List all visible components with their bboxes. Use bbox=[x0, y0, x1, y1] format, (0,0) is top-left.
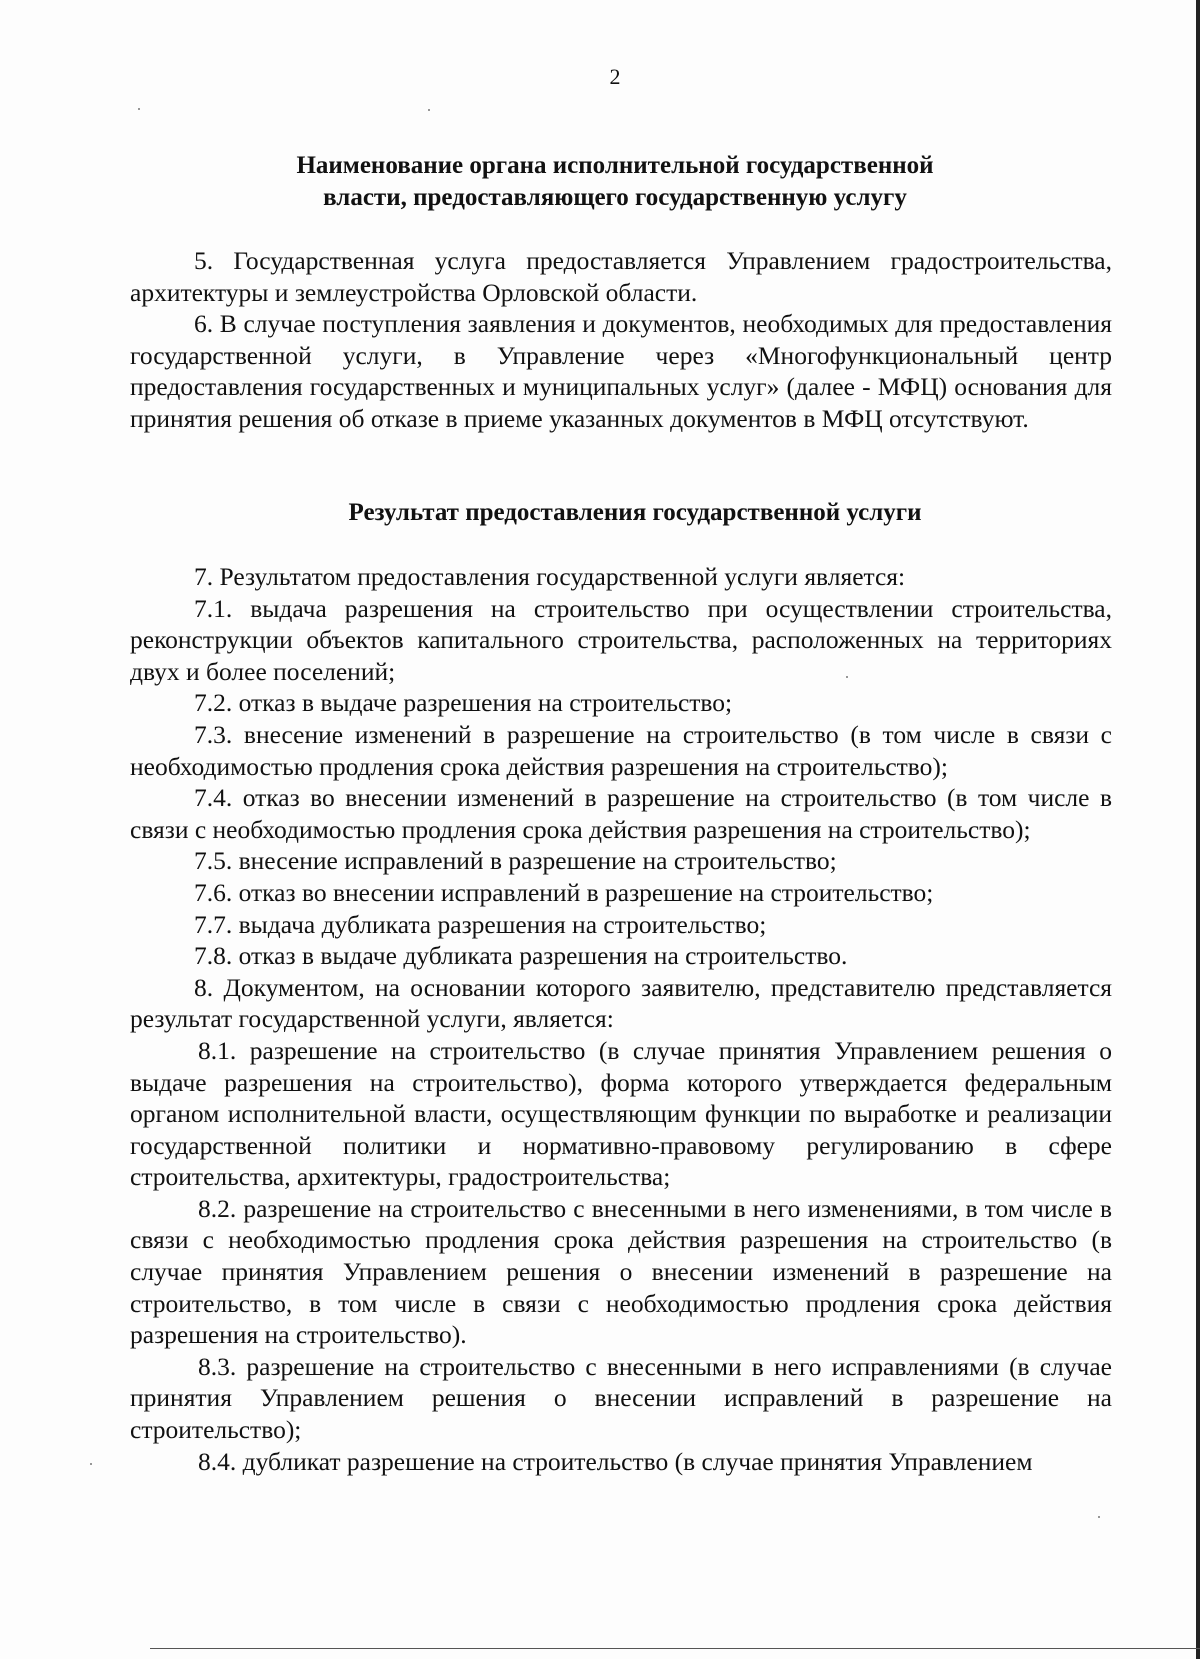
scan-speck bbox=[846, 676, 848, 678]
scan-speck bbox=[1098, 1516, 1100, 1518]
paragraph-7-3: 7.3. внесение изменений в разрешение на строительство (в том числе в связи с необходимостью продления срока действия разрешения на строительство); bbox=[130, 719, 1112, 781]
scan-edge bbox=[1196, 0, 1200, 1659]
scan-speck bbox=[428, 109, 430, 111]
paragraph-7-2: 7.2. отказ в выдаче разрешения на строительство; bbox=[194, 688, 733, 718]
paragraph-8-3: 8.3. разрешение на строительство с внесенными в него исправлениями (в случае принятия Управлением решения о внесении исправлений в разрешение на строительство); bbox=[130, 1351, 1112, 1445]
paragraph-8-2: 8.2. разрешение на строительство с внесенными в него изменениями, в том числе в связи с необходимостью продления срока действия разрешения на строительство (в случае принятия Управлением решения о внесении изменений в разрешение на строительство, в том числе в связи с необходимостью продления срока действия разрешения на строительство). bbox=[130, 1193, 1112, 1350]
heading-line: Результат предоставления государственной услуги bbox=[348, 499, 922, 526]
scan-speck bbox=[138, 108, 140, 110]
heading-line: власти, предоставляющего государственную услугу bbox=[323, 184, 907, 211]
paragraph-7: 7. Результатом предоставления государственной услуги является: bbox=[194, 562, 906, 591]
paragraph-7-4: 7.4. отказ во внесении изменений в разрешение на строительство (в том числе в связи с необходимостью продления срока действия разрешения на строительство); bbox=[130, 783, 1112, 844]
section-body-result bbox=[130, 561, 1112, 1477]
paragraph-5: 5. Государственная услуга предоставляется Управлением градостроительства, архитектуры и землеустройства Орловской области. bbox=[130, 246, 1112, 307]
heading-line: Наименование органа исполнительной государственной bbox=[296, 152, 934, 179]
section-heading-authority bbox=[130, 150, 1100, 214]
scan-bottom-line bbox=[150, 1648, 1200, 1649]
paragraph-7-1: 7.1. выдача разрешения на строительство при осуществлении строительства, реконструкции объектов капитального строительства, расположенных на территориях двух и более поселений; bbox=[130, 593, 1112, 686]
paragraph-7-6: 7.6. отказ во внесении исправлений в разрешение на строительство; bbox=[194, 877, 934, 907]
paragraph-8: 8. Документом, на основании которого заявителю, представителю представляется результат государственной услуги, является: bbox=[130, 972, 1112, 1034]
section-heading-result bbox=[150, 497, 1120, 529]
paragraph-7-8: 7.8. отказ в выдаче дубликата разрешения на строительство. bbox=[194, 941, 848, 971]
page-number: 2 bbox=[609, 64, 621, 89]
section-body-authority bbox=[130, 245, 1112, 435]
paragraph-6: 6. В случае поступления заявления и документов, необходимых для предоставления государственной услуги, в Управление через «Многофункциональный центр предоставления государственных и муниципальных услуг» (далее - МФЦ) основания для принятия решения об отказе в приеме указанных документов в МФЦ отсутствуют. bbox=[130, 309, 1112, 433]
paragraph-7-7: 7.7. выдача дубликата разрешения на строительство; bbox=[194, 909, 767, 939]
paragraph-8-1: 8.1. разрешение на строительство (в случае принятия Управлением решения о выдаче разрешения на строительство), форма которого утверждается федеральным органом исполнительной власти, осуществляющим функции по выработке и реализации государственной политики и нормативно-правовому регулированию в сфере строительства, архитектуры, градостроительства; bbox=[130, 1035, 1112, 1192]
paragraph-7-5: 7.5. внесение исправлений в разрешение на строительство; bbox=[194, 846, 837, 876]
paragraph-8-4: 8.4. дубликат разрешение на строительство (в случае принятия Управлением bbox=[198, 1446, 1033, 1476]
scan-speck bbox=[90, 1463, 92, 1465]
